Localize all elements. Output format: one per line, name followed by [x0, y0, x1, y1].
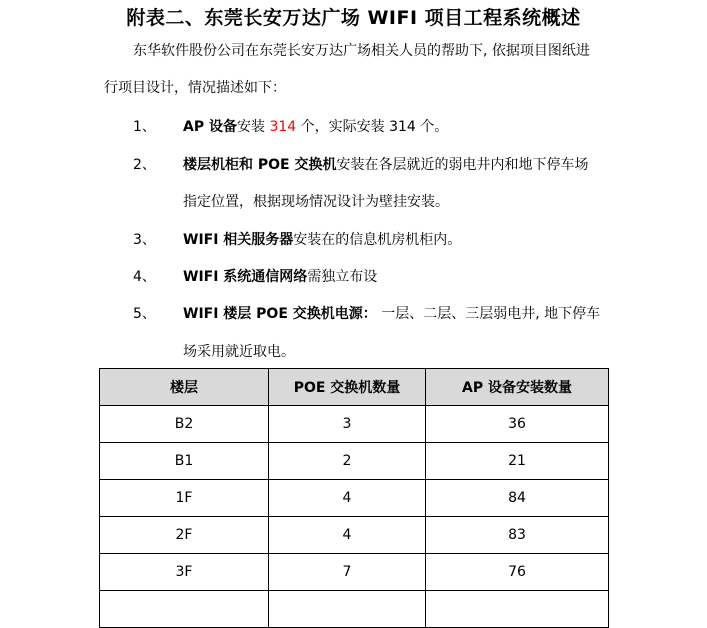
cell-floor: B1	[100, 443, 269, 480]
item-bold-label: 楼层机柜和 POE 交换机	[183, 157, 337, 173]
list-number: 4、	[133, 269, 156, 285]
list-number: 5、	[133, 306, 156, 322]
header-ap-count: AP 设备安装数量	[426, 369, 609, 406]
cell-poe: 2	[269, 443, 426, 480]
ap-count-highlight: 314	[269, 119, 297, 135]
item-text: 需独立布设	[307, 269, 378, 285]
cell-empty	[426, 591, 609, 628]
cell-floor: 1F	[100, 480, 269, 517]
item-bold-label: WIFI 楼层 POE 交换机电源：	[183, 306, 377, 322]
cell-empty	[100, 591, 269, 628]
header-poe-switch-count: POE 交换机数量	[269, 369, 426, 406]
list-number: 2、	[133, 157, 156, 173]
intro-line-2: 行项目设计，情况描述如下：	[104, 80, 286, 96]
cell-ap: 83	[426, 517, 609, 554]
table-row-partial	[100, 591, 609, 628]
cell-ap: 36	[426, 406, 609, 443]
item-bold-label: WIFI 系统通信网络	[183, 269, 308, 285]
item-text: 安装在的信息机房机柜内。	[293, 232, 462, 248]
cell-poe: 7	[269, 554, 426, 591]
list-number: 1、	[133, 119, 156, 135]
table-row	[100, 517, 609, 554]
cell-ap: 76	[426, 554, 609, 591]
table-header-row	[100, 369, 609, 406]
header-floor: 楼层	[100, 369, 269, 406]
table-row	[100, 480, 609, 517]
item-text: 安装	[236, 119, 270, 135]
cell-ap: 84	[426, 480, 609, 517]
cell-poe: 3	[269, 406, 426, 443]
item-bold-label: WIFI 相关服务器	[183, 232, 294, 248]
cell-ap: 21	[426, 443, 609, 480]
table-row	[100, 406, 609, 443]
list-item-5-continuation: 场采用就近取电。	[183, 344, 295, 360]
cell-poe: 4	[269, 480, 426, 517]
list-number: 3、	[133, 232, 156, 248]
cell-floor: B2	[100, 406, 269, 443]
intro-line-1: 东华软件股份公司在东莞长安万达广场相关人员的帮助下, 依据项目图纸进	[133, 43, 590, 59]
list-item-2-continuation: 指定位置，根据现场情况设计为壁挂安装。	[183, 194, 449, 210]
cell-poe: 4	[269, 517, 426, 554]
item-text: 个，实际安装 314 个。	[296, 119, 449, 135]
table-row	[100, 554, 609, 591]
item-bold-label: AP 设备	[183, 119, 237, 135]
cell-floor: 2F	[100, 517, 269, 554]
item-text: 安装在各层就近的弱电井内和地下停车场	[336, 157, 589, 173]
table-row	[100, 443, 609, 480]
cell-floor: 3F	[100, 554, 269, 591]
item-text: 一层、二层、三层弱电井, 地下停车	[376, 306, 601, 322]
document-title: 附表二、东莞长安万达广场 WIFI 项目工程系统概述	[126, 7, 581, 29]
cell-empty	[269, 591, 426, 628]
floor-equipment-table	[99, 368, 609, 628]
